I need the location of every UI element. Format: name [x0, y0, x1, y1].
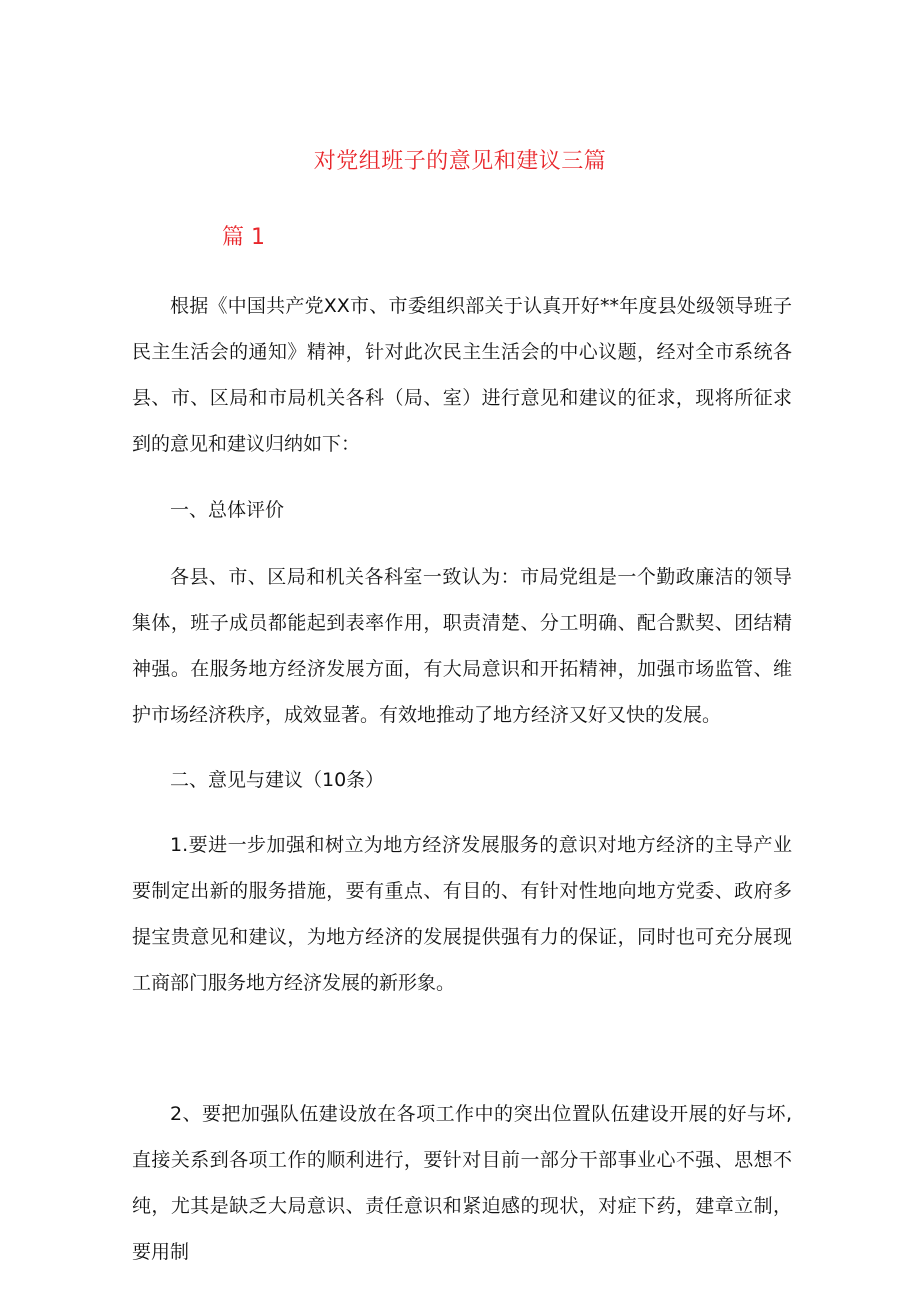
- intro-paragraph: 根据《中国共产党XX市、市委组织部关于认真开好**年度县处级领导班子民主生活会的通知》精神，针对此次民主生活会的中心议题，经对全市系统各县、市、区局和市局机关各科（局、室）进行意见和建议的征求，现将所征求到的意见和建议归纳如下：: [132, 295, 792, 455]
- suggestion-item-1: 1.要进一步加强和树立为地方经济发展服务的意识对地方经济的主导产业要制定出新的服务措施，要有重点、有目的、有针对性地向地方党委、政府多提宝贵意见和建议，为地方经济的发展提供强有力的保证，同时也可充分展现工商部门服务地方经济发展的新形象。: [132, 834, 792, 994]
- heading-overall-evaluation: 一、总体评价: [170, 499, 285, 521]
- heading-suggestions: 二、意见与建议（10条）: [170, 769, 385, 791]
- evaluation-paragraph: 各县、市、区局和机关各科室一致认为：市局党组是一个勤政廉洁的领导集体，班子成员都能起到表率作用，职责清楚、分工明确、配合默契、团结精神强。在服务地方经济发展方面，有大局意识和开拓精神，加强市场监管、维护市场经济秩序，成效显著。有效地推动了地方经济又好又快的发展。: [132, 566, 792, 726]
- document-title: 对党组班子的意见和建议三篇: [313, 149, 607, 174]
- suggestion-item-2: 2、要把加强队伍建设放在各项工作中的突出位置队伍建设开展的好与坏,直接关系到各项工作的顺利进行，要针对目前一部分干部事业心不强、思想不纯，尤其是缺乏大局意识、责任意识和紧迫感的现状，对症下药，建章立制，要用制: [132, 1103, 792, 1263]
- section-label: 篇 1: [222, 225, 265, 250]
